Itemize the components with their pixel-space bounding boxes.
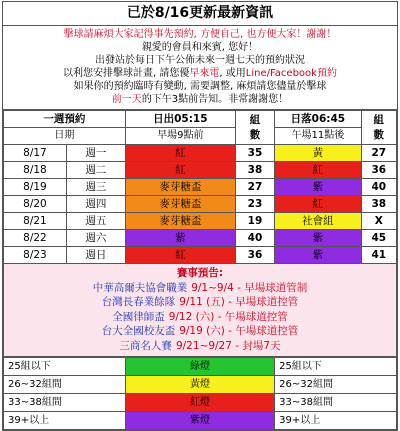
event-note: 早場球道管制 [244,281,308,294]
row-pm-status: 紫 [275,230,361,247]
legend-green-light: 綠燈 [125,358,274,376]
legend-left: 26~32組間 [4,376,126,394]
notice-line-4a: 以利您安排擊球計畫, 請您優 [63,68,190,79]
legend-right: 26~32組間 [275,376,397,394]
event-note: 午場球道控管 [235,325,299,337]
legend-left: 39+以上 [4,412,126,430]
header-sunset: 日落06:45 [275,111,361,128]
legend-right: 25組以下 [275,358,397,376]
row-pm-count: 36 [361,162,396,179]
row-pm-status: 紫 [275,179,361,196]
row-date: 8/17 [4,145,67,162]
event-date: 9/11 (五) [179,296,225,308]
row-day: 週日 [66,247,125,264]
row-pm-status: 黃 [275,145,361,162]
row-pm-count: X [361,213,396,230]
events-row [4,264,397,357]
row-am-count: 27 [235,179,274,196]
table-row [4,179,397,196]
row-am-status: 麥芽糖盃 [125,213,235,230]
legend-row [4,376,397,394]
notice-line-4c: , 或用 [219,68,246,79]
legend-purple-light: 紫燈 [125,412,274,430]
legend-row [4,412,397,430]
event-item [4,310,396,325]
legend-row [4,394,397,412]
row-am-count: 38 [235,162,274,179]
legend-left: 25組以下 [4,358,126,376]
row-am-status: 麥芽糖盃 [125,179,235,196]
row-day: 週五 [66,213,125,230]
events-heading: 賽事預告: [176,267,224,279]
notice-line-6b: 的下午3點前告知。非常謝謝您！ [141,94,289,105]
event-name: 三商名人賽 [119,339,172,352]
row-pm-count: 38 [361,196,396,213]
row-am-status: 紫 [125,230,235,247]
row-day: 週一 [66,145,125,162]
legend-yellow-light: 黃燈 [125,376,274,394]
notice-line-1: 擊球請麻煩大家記得事先預約, 方便自己, 也方便大家！謝謝！ [63,29,337,40]
event-item [4,295,396,310]
header-date: 日期 [4,128,126,145]
row-pm-status: 紅 [275,196,361,213]
row-pm-count: 41 [361,247,396,264]
event-item [4,339,396,354]
event-sep: - [224,296,236,308]
table-row [4,230,397,247]
row-am-count: 40 [235,230,274,247]
event-sep: - [224,325,236,337]
reservation-sheet [2,1,398,431]
header-afternoon: 午場11點後 [275,128,361,145]
event-name: 中華高爾夫協會職業 [92,281,188,294]
row-day: 週六 [66,230,125,247]
table-row [4,213,397,230]
row-date: 8/20 [4,196,67,213]
notice-line-booking: Line/Facebook預約 [245,68,337,79]
event-note: 午場球道控管 [224,310,288,323]
schedule-header-row-1 [4,111,397,128]
legend-right: 33~38組間 [275,394,397,412]
event-sep: - [214,310,225,323]
row-date: 8/19 [4,179,67,196]
notice-line-6 [7,93,393,106]
row-pm-status: 紅 [275,162,361,179]
event-name: 台大全國校友盃 [101,325,176,337]
row-pm-count: 27 [361,145,396,162]
row-am-status: 紅 [125,247,235,264]
notice-line-3: 出發站於每日下午公佈未來一週七天的預約狀況 [95,55,305,66]
header-groups-am-label: 組數 [249,113,261,141]
row-pm-status: 社會組 [275,213,361,230]
row-pm-count: 45 [361,230,396,247]
schedule-header-row-2 [4,128,397,145]
header-sunrise: 日出05:15 [125,111,235,128]
events-cell [4,264,397,357]
event-sep: - [231,339,243,352]
legend-right: 39+以上 [275,412,397,430]
header-morning: 早場9點前 [125,128,235,145]
header-groups-pm [361,111,396,145]
table-row [4,196,397,213]
page-title: 已於8/16更新最新資訊 [3,2,397,26]
event-date: 9/12 (六) [168,310,215,323]
notice-block [3,26,397,110]
event-note: 早場球道控管 [235,296,299,308]
event-note: 封場7天 [242,339,281,352]
row-pm-status: 紫 [275,247,361,264]
event-date: 9/21~9/27 [175,339,232,352]
row-am-count: 35 [235,145,274,162]
notice-day-before: 前一天 [111,94,142,105]
notice-line-4 [7,67,393,80]
row-am-count: 19 [235,213,274,230]
event-name: 台灣長春業餘隊 [101,296,176,308]
notice-line-5: 如果你的預約臨時有變動, 需要調整, 麻煩請您儘量於擊球 [73,81,327,92]
notice-call-early: 早來電 [189,68,220,79]
event-date: 9/19 (六) [179,325,225,337]
table-row [4,145,397,162]
row-am-status: 麥芽糖盃 [125,196,235,213]
event-name: 全國律師盃 [112,310,165,323]
row-am-status: 紅 [125,162,235,179]
notice-line-2: 親愛的會員和來賓, 您好！ [141,42,259,53]
table-row [4,247,397,264]
row-day: 週四 [66,196,125,213]
row-date: 8/21 [4,213,67,230]
legend-red-light: 紅燈 [125,394,274,412]
event-item [4,324,396,339]
event-sep: - [233,281,245,294]
row-date: 8/18 [4,162,67,179]
row-am-count: 23 [235,196,274,213]
color-legend [3,357,397,430]
row-am-status: 紅 [125,145,235,162]
event-item [4,281,396,296]
row-date: 8/22 [4,230,67,247]
header-groups-pm-label: 組數 [373,113,385,141]
schedule-table [3,110,397,357]
row-day: 週二 [66,162,125,179]
row-date: 8/23 [4,247,67,264]
event-date: 9/1~9/4 [191,281,234,294]
event-announcements [4,264,396,356]
legend-left: 33~38組間 [4,394,126,412]
row-day: 週三 [66,179,125,196]
header-week: 一週預約 [4,111,126,128]
row-am-count: 36 [235,247,274,264]
legend-row [4,358,397,376]
row-pm-count: 40 [361,179,396,196]
table-row [4,162,397,179]
header-groups-am [235,111,274,145]
